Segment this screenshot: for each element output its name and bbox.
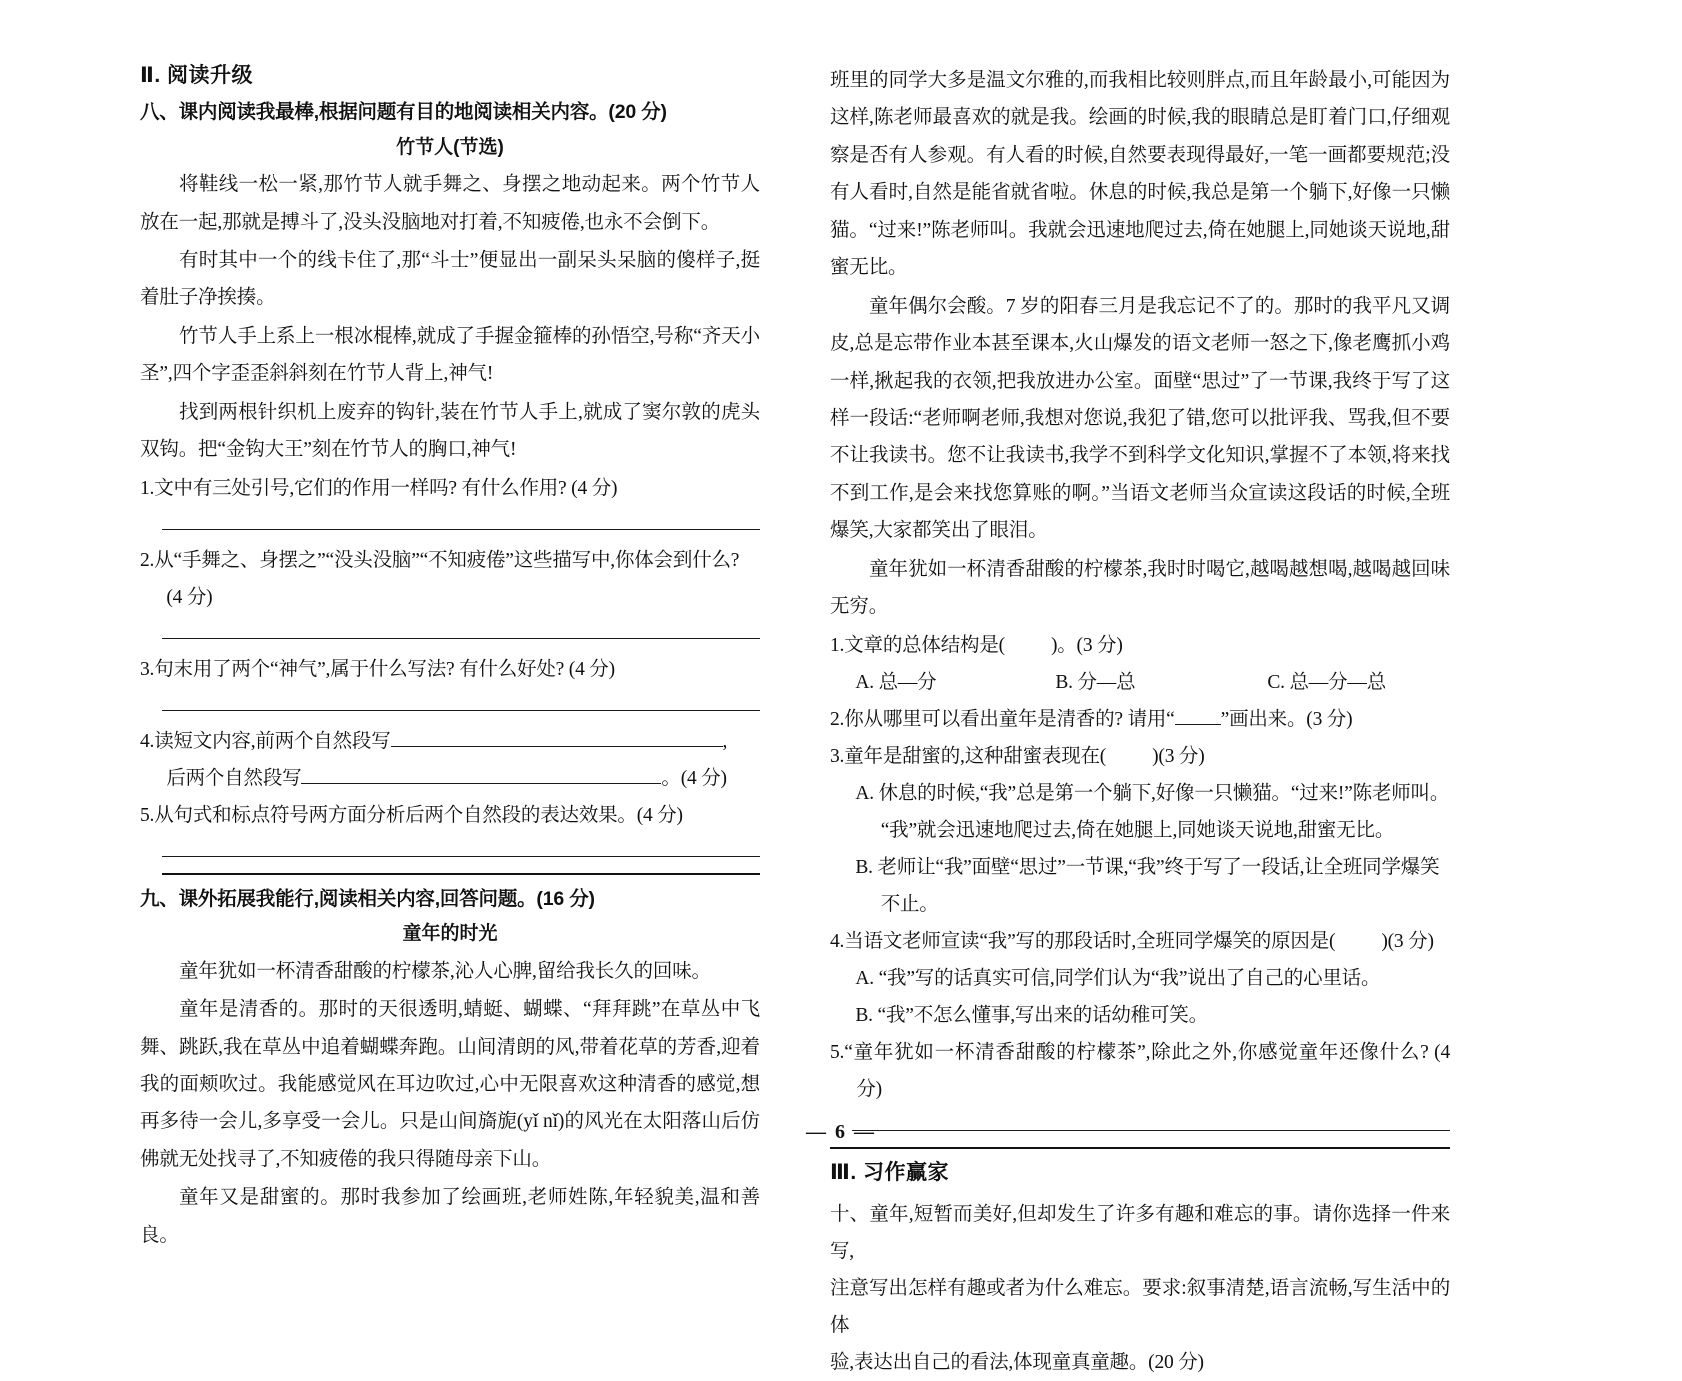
option-b[interactable]: B. 分—总 [1055,671,1136,693]
question-8-4 [140,723,760,760]
question-text: 后两个自然段写 [166,767,302,789]
question-10-line: 注意写出怎样有趣或者为什么难忘。要求:叙事清楚,语言流畅,写生活中的体 [830,1277,1450,1336]
question-9-3-option-a-line2: “我”就会迅速地爬过去,倚在她腿上,同她谈天说地,甜蜜无比。 [880,819,1395,841]
section-heading-reading: Ⅱ. 阅读升级 [140,64,254,87]
option-a[interactable]: A. 总—分 [855,671,937,693]
option-c[interactable]: C. 总—分—总 [1267,671,1387,693]
passage-1-paragraph: 竹节人手上系上一根冰棍棒,就成了手握金箍棒的孙悟空,号称“齐天小圣”,四个字歪歪斜斜刻在竹节人背上,神气! [140,325,760,385]
question-number: 2. [830,708,845,730]
passage-1-paragraph: 将鞋线一松一紧,那竹节人就手舞之、身摆之地动起来。两个竹节人放在一起,那就是搏斗了,没头没脑地对打着,不知疲倦,也永不会倒下。 [140,174,760,233]
answer-line-8-1[interactable] [162,529,760,530]
question-9-heading: 九、课外拓展我能行,阅读相关内容,回答问题。(16 分) [140,887,595,910]
question-9-4-option-b[interactable]: B. “我”不怎么懂事,写出来的话幼稚可笑。 [855,1005,1208,1027]
question-text: “童年犹如一杯清香甜酸的柠檬茶”,除此之外,你感觉童年还像什么? (4 分) [844,1042,1450,1101]
question-9-5 [830,1034,1450,1108]
question-number: 1. [140,477,155,499]
question-number: 5. [140,804,155,826]
question-number: 1. [830,634,845,656]
question-8-2 [140,542,760,579]
question-number: 2. [140,549,155,571]
left-column [140,62,760,1246]
question-8-heading: 八、课内阅读我最棒,根据问题有目的地阅读相关内容。(20 分) [140,101,667,124]
section-heading-writing: Ⅲ. 习作赢家 [830,1161,950,1185]
question-text-tail: )(3 分) [1152,745,1205,767]
question-text: 句末用了两个“神气”,属于什么写法? 有什么好处? (4 分) [154,658,615,680]
question-9-3 [830,738,1450,775]
passage-2-paragraph-continued: 班里的同学大多是温文尔雅的,而我相比较则胖点,而且年龄最小,可能因为这样,陈老师最喜欢的就是我。绘画的时候,我的眼睛总是盯着门口,仔细观察是否有人参观。有人看的时候,自然要表现得最好,一笔一画都要规范;没有人看时,自然是能省就省啦。休息的时候,我总是第一个躺下,好像一只懒猫。“过来!”陈老师叫。我就会迅速地爬过去,倚在她腿上,同她谈天说地,甜蜜无比。 [830,70,1450,279]
underline-mark-blank[interactable] [1175,701,1221,724]
question-10-line: 验,表达出自己的看法,体现童真童趣。(20 分) [830,1351,1204,1373]
question-8-2-points: (4 分) [166,586,213,608]
section-divider-3 [830,1147,1450,1149]
question-text: 当语文老师宣读“我”写的那段话时,全班同学爆笑的原因是( [844,930,1336,952]
passage-1-paragraph: 找到两根针织机上废弃的钩针,装在竹节人手上,就成了窦尔敦的虎头双钩。把“金钩大王”刻在竹节人的胸口,神气! [140,401,760,461]
passage-2-paragraph: 童年又是甜蜜的。那时我参加了绘画班,老师姓陈,年轻貌美,温和善良。 [140,1187,760,1246]
question-text-tail: , [722,730,728,752]
passage-2-paragraph: 童年犹如一杯清香甜酸的柠檬茶,我时时喝它,越喝越想喝,越喝越回味无穷。 [830,558,1450,618]
question-number: 3. [140,658,155,680]
question-text: 从句式和标点符号两方面分析后两个自然段的表达效果。(4 分) [154,804,683,826]
question-text: 文中有三处引号,它们的作用一样吗? 有什么作用? (4 分) [154,477,618,499]
question-text: 从“手舞之、身摆之”“没头没脑”“不知疲倦”这些描写中,你体会到什么? [154,549,740,571]
question-9-2 [830,701,1450,738]
passage-2-paragraph: 童年是清香的。那时的天很透明,蜻蜓、蝴蝶、“拜拜跳”在草丛中飞舞、跳跃,我在草丛中追着蝴蝶奔跑。山间清朗的风,带着花草的芳香,迎着我的面颊吹过。我能感觉风在耳边吹过,心中无限喜欢这种清香的感觉,想再多待一会儿,多享受一会儿。只是山间旖旎(yǐ nǐ)的风光在太阳落山后仿佛就无处找寻了,不知疲倦的我只得随母亲下山。 [140,999,760,1170]
question-9-3-option-b[interactable]: B. 老师让“我”面壁“思过”一节课,“我”终于写了一段话,让全班同学爆笑 [855,856,1440,878]
answer-line-8-5[interactable] [162,856,760,857]
question-9-3-option-b-line2: 不止。 [880,893,939,915]
fill-in-blank-8-4-b[interactable] [301,760,661,783]
question-text: 文章的总体结构是( [844,634,1005,656]
answer-line-8-2[interactable] [162,638,760,639]
page-number: — 6 — [806,1121,876,1143]
question-text: 读短文内容,前两个自然段写 [154,730,391,752]
question-8-4-line2 [140,760,760,797]
section-divider-9 [162,873,760,875]
passage-2-paragraph: 童年犹如一杯清香甜酸的柠檬茶,沁人心脾,留给我长久的回味。 [179,960,711,982]
question-9-4-option-a[interactable]: A. “我”写的话真实可信,同学们认为“我”说出了自己的心里话。 [855,967,1381,989]
passage-1-title: 竹节人(节选) [396,136,504,158]
question-text-tail: 。(4 分) [661,767,727,789]
question-9-1 [830,627,1450,664]
question-9-3-option-a[interactable]: A. 休息的时候,“我”总是第一个躺下,好像一只懒猫。“过来!”陈老师叫。 [855,782,1450,804]
passage-2-title: 童年的时光 [402,923,498,945]
question-9-4 [830,923,1450,960]
question-8-1 [140,470,760,507]
right-column [830,62,1450,1373]
page-content-area [140,62,1450,1373]
question-10-line: 十、童年,短暂而美好,但却发生了许多有趣和难忘的事。请你选择一件来写, [830,1203,1450,1262]
question-number: 5. [830,1042,845,1064]
question-8-3 [140,651,760,688]
question-number: 3. [830,745,845,767]
question-number: 4. [140,730,155,752]
question-number: 4. [830,930,845,952]
question-text-tail: )。(3 分) [1050,634,1123,656]
question-9-1-options [830,664,1450,701]
answer-line-8-3[interactable] [162,710,760,711]
question-text-tail: )(3 分) [1381,930,1434,952]
question-text: 你从哪里可以看出童年是清香的? 请用“ [844,708,1175,730]
passage-2-paragraph: 童年偶尔会酸。7 岁的阳春三月是我忘记不了的。那时的我平凡又调皮,总是忘带作业本甚至课本,火山爆发的语文老师一怒之下,像老鹰抓小鸡一样,揪起我的衣领,把我放进办公室。面壁“思过”了一节课,我终于写了这样一段话:“老师啊老师,我想对您说,我犯了错,您可以批评我、骂我,但不要不让我读书。您不让我读书,我学不到科学文化知识,掌握不了本领,将来找不到工作,是会来找您算账的啊。”当语文老师当众宣读这段话的时候,全班爆笑,大家都笑出了眼泪。 [830,295,1450,542]
passage-1-paragraph: 有时其中一个的线卡住了,那“斗士”便显出一副呆头呆脑的傻样子,挺着肚子净挨揍。 [140,249,760,309]
question-text-tail: ”画出来。(3 分) [1220,708,1353,730]
fill-in-blank-8-4-a[interactable] [391,723,723,746]
question-text: 童年是甜蜜的,这种甜蜜表现在( [844,745,1107,767]
question-8-5 [140,797,760,834]
